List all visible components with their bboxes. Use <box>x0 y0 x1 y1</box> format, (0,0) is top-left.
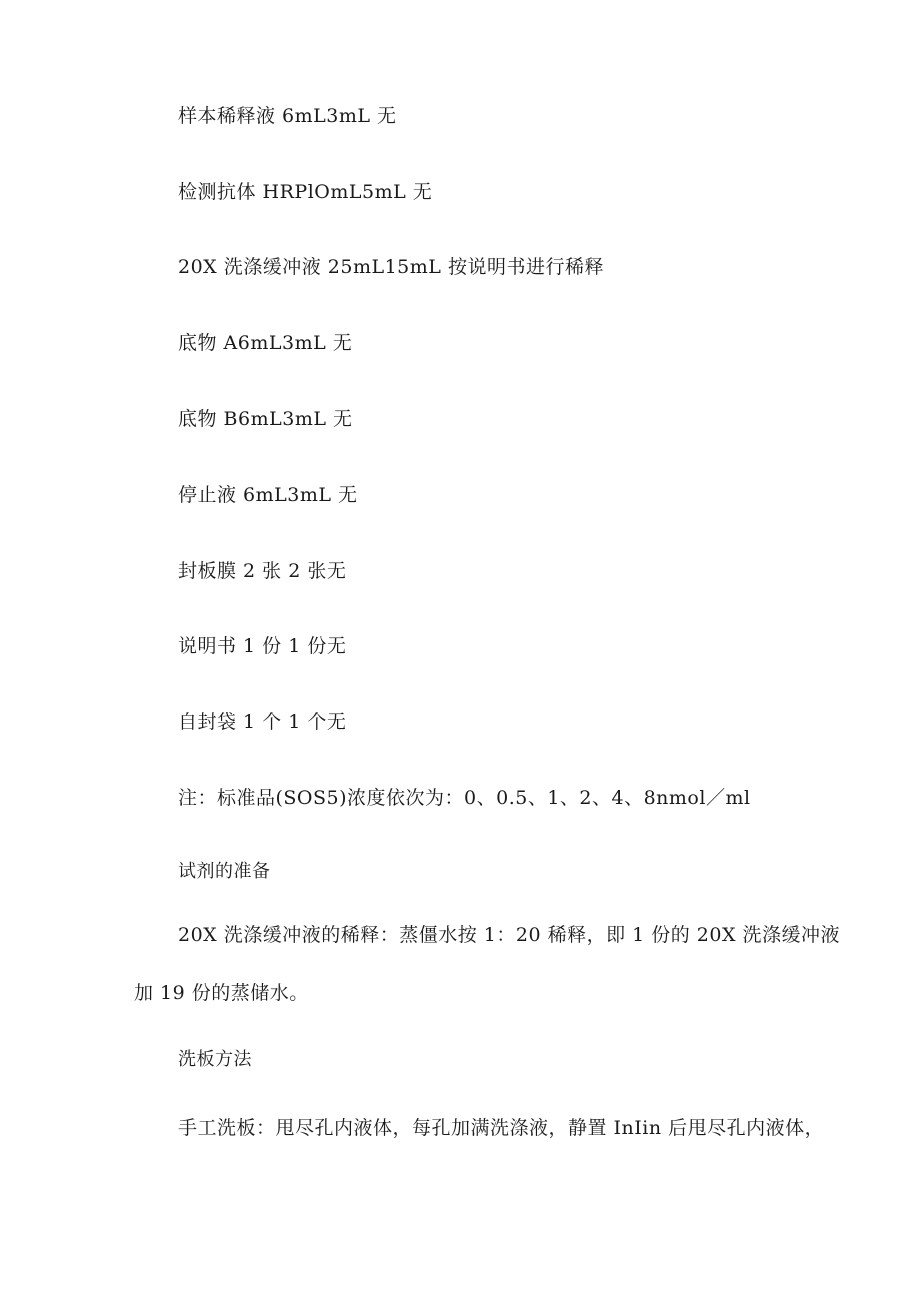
dilution-paragraph-line2: 加 19 份的蒸储水。 <box>134 982 309 1004</box>
manual-wash-paragraph: 手工洗板：甩尽孔内液体，每孔加满洗涤液，静置 InIin 后甩尽孔内液体， <box>178 1117 825 1139</box>
kit-item-substrate-b: 底物 B6mL3mL 无 <box>178 408 353 430</box>
kit-item-substrate-a: 底物 A6mL3mL 无 <box>178 332 353 354</box>
dilution-paragraph-line1: 20X 洗涤缓冲液的稀释：蒸僵水按 1：20 稀释，即 1 份的 20X 洗涤缓冲液 <box>178 924 841 946</box>
kit-item-ziplock-bag: 自封袋 1 个 1 个无 <box>178 711 347 733</box>
standard-concentration-note: 注：标准品(SOS5)浓度依次为：0、0.5、1、2、4、8nmol／ml <box>178 787 751 809</box>
kit-item-wash-buffer: 20X 洗涤缓冲液 25mL15mL 按说明书进行稀释 <box>178 256 604 278</box>
reagent-prep-heading: 试剂的准备 <box>178 861 271 882</box>
kit-item-detection-antibody: 检测抗体 HRPlOmL5mL 无 <box>178 181 433 203</box>
kit-item-stop-solution: 停止液 6mL3mL 无 <box>178 484 358 506</box>
kit-item-sample-diluent: 样本稀释液 6mL3mL 无 <box>178 105 397 127</box>
kit-item-sealing-film: 封板膜 2 张 2 张无 <box>178 560 347 582</box>
wash-method-heading: 洗板方法 <box>178 1049 252 1070</box>
kit-item-manual: 说明书 1 份 1 份无 <box>178 635 347 657</box>
